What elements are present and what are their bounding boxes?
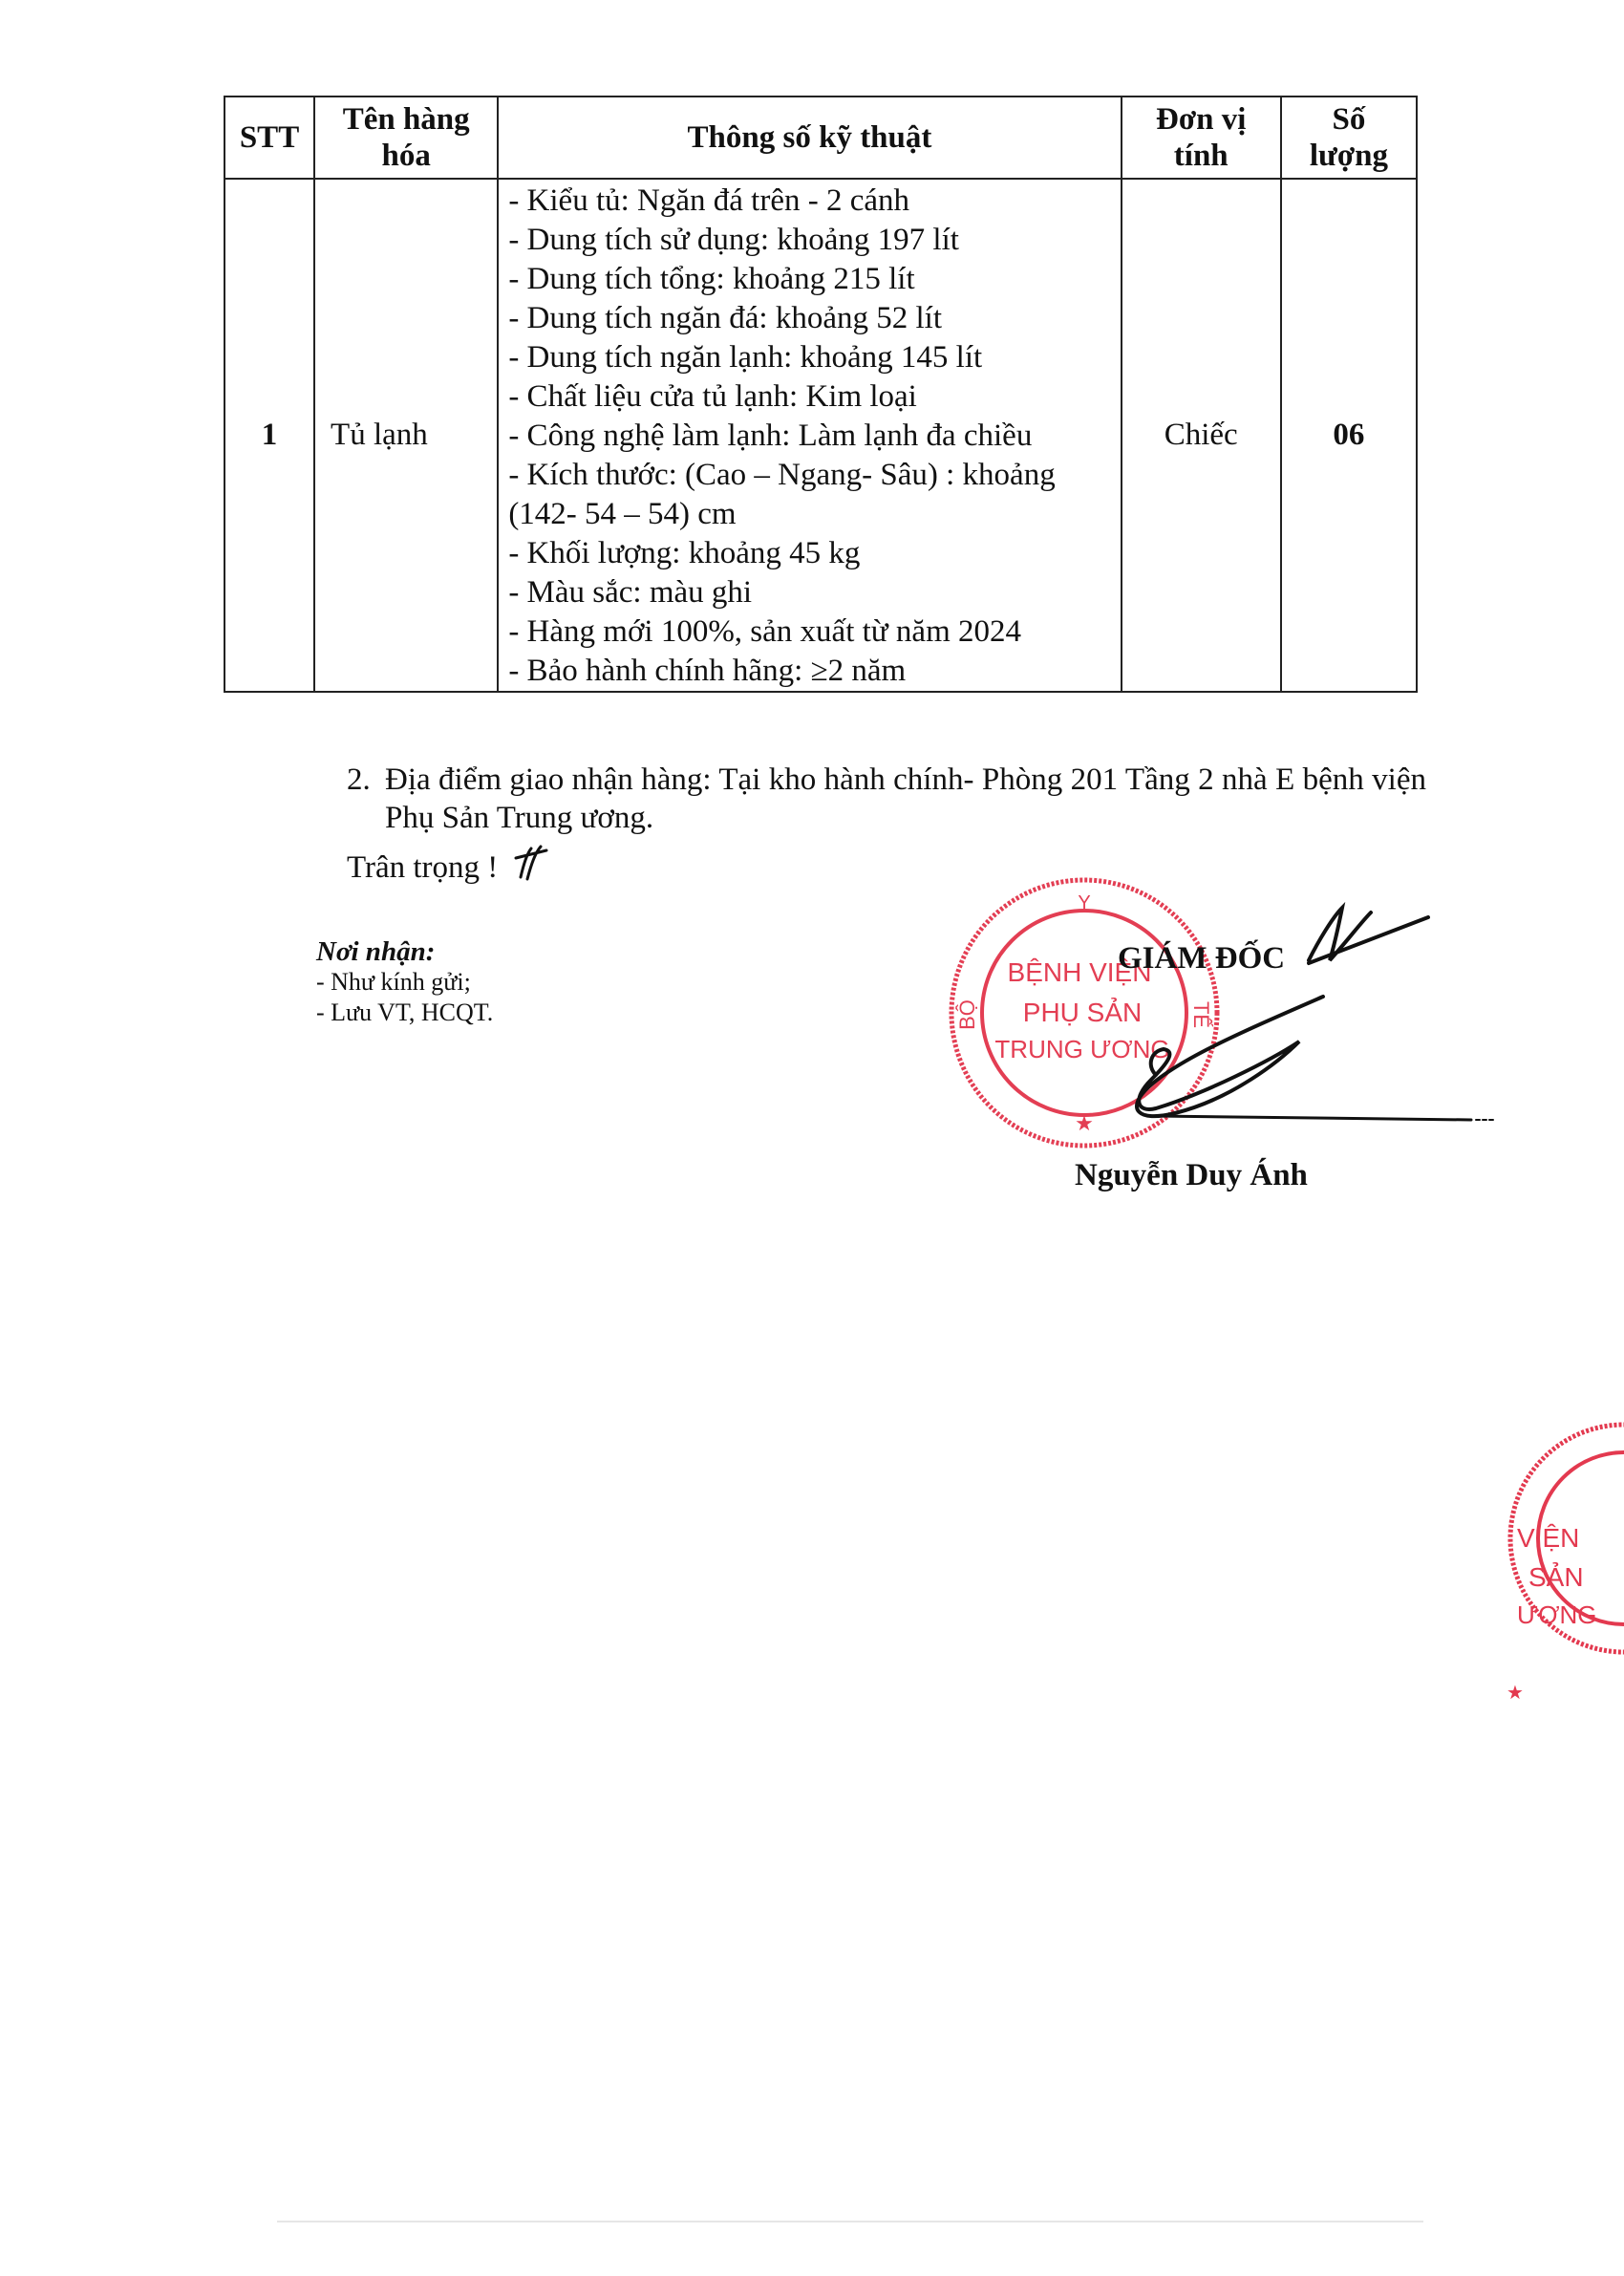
delivery-text: Địa điểm giao nhận hàng: Tại kho hành chính- Phòng 201 Tầng 2 nhà E bệnh viện Phụ Sản Trung ương.	[385, 762, 1426, 835]
initial-mark	[516, 847, 546, 879]
spec-line: - Kích thước: (Cao – Ngang- Sâu) : khoảng (142- 54 – 54) cm	[508, 458, 1056, 531]
recipient-item: - Như kính gửi;	[316, 968, 471, 996]
partial-stamp-star-icon: ★	[1506, 1681, 1524, 1704]
stamp-line1: BỆNH VIỆN	[1007, 957, 1152, 987]
row-unit: Chiếc	[1122, 179, 1281, 692]
closing-regards: Trân trọng !	[347, 850, 499, 885]
spec-line: - Dung tích ngăn lạnh: khoảng 145 lít	[508, 340, 983, 375]
stamp-line2: PHỤ SẢN	[1022, 998, 1143, 1027]
hospital-stamp-seal	[951, 880, 1217, 1146]
recipient-item: - Lưu VT, HCQT.	[316, 998, 494, 1026]
director-title: GIÁM ĐỐC	[1118, 941, 1286, 976]
spec-line: - Dung tích tổng: khoảng 215 lít	[508, 262, 915, 296]
stamp-right-letters: TẾ	[1189, 1000, 1213, 1029]
stamp-star-icon: ★	[1075, 1112, 1094, 1136]
header-qty-line2: lượng	[1309, 139, 1388, 173]
partial-stamp-line1: VIỆN	[1517, 1523, 1580, 1553]
header-name-line1: Tên hàng	[342, 102, 470, 137]
spec-line: - Khối lượng: khoảng 45 kg	[508, 536, 861, 570]
row-item-name: Tủ lạnh	[314, 179, 498, 692]
spec-line: - Công nghệ làm lạnh: Làm lạnh đa chiều	[508, 419, 1033, 453]
spec-line: - Dung tích sử dụng: khoảng 197 lít	[508, 223, 959, 257]
spec-line: - Màu sắc: màu ghi	[508, 575, 753, 610]
header-qty-line1: Số	[1332, 102, 1366, 137]
stamp-left-letters: BỘ	[955, 999, 979, 1030]
row-quantity: 06	[1281, 179, 1417, 692]
recipients-title: Nơi nhận:	[316, 936, 436, 967]
spec-line: - Dung tích ngăn đá: khoảng 52 lít	[508, 301, 942, 335]
spec-line: - Bảo hành chính hãng: ≥2 năm	[508, 654, 907, 688]
stamp-top-letter: Y	[1078, 892, 1091, 913]
director-name: Nguyễn Duy Ánh	[1075, 1158, 1308, 1192]
row-stt: 1	[224, 179, 314, 692]
delivery-number: 2.	[347, 762, 371, 797]
partial-stamp-line2: SẢN	[1528, 1562, 1584, 1592]
spec-line: - Hàng mới 100%, sản xuất từ năm 2024	[508, 614, 1021, 649]
stamp-line3: TRUNG ƯƠNG	[994, 1035, 1170, 1063]
spec-line: - Kiểu tủ: Ngăn đá trên - 2 cánh	[508, 183, 909, 218]
header-name-line2: hóa	[381, 139, 431, 173]
header-unit-line2: tính	[1173, 139, 1229, 173]
partial-stamp-seal	[1506, 1425, 1624, 1704]
header-unit-line1: Đơn vị	[1156, 102, 1247, 137]
spec-line: - Chất liệu cửa tủ lạnh: Kim loại	[508, 379, 917, 414]
header-spec: Thông số kỹ thuật	[498, 97, 1121, 179]
partial-stamp-line3: ƯƠNG	[1517, 1600, 1597, 1629]
header-stt: STT	[224, 97, 314, 179]
